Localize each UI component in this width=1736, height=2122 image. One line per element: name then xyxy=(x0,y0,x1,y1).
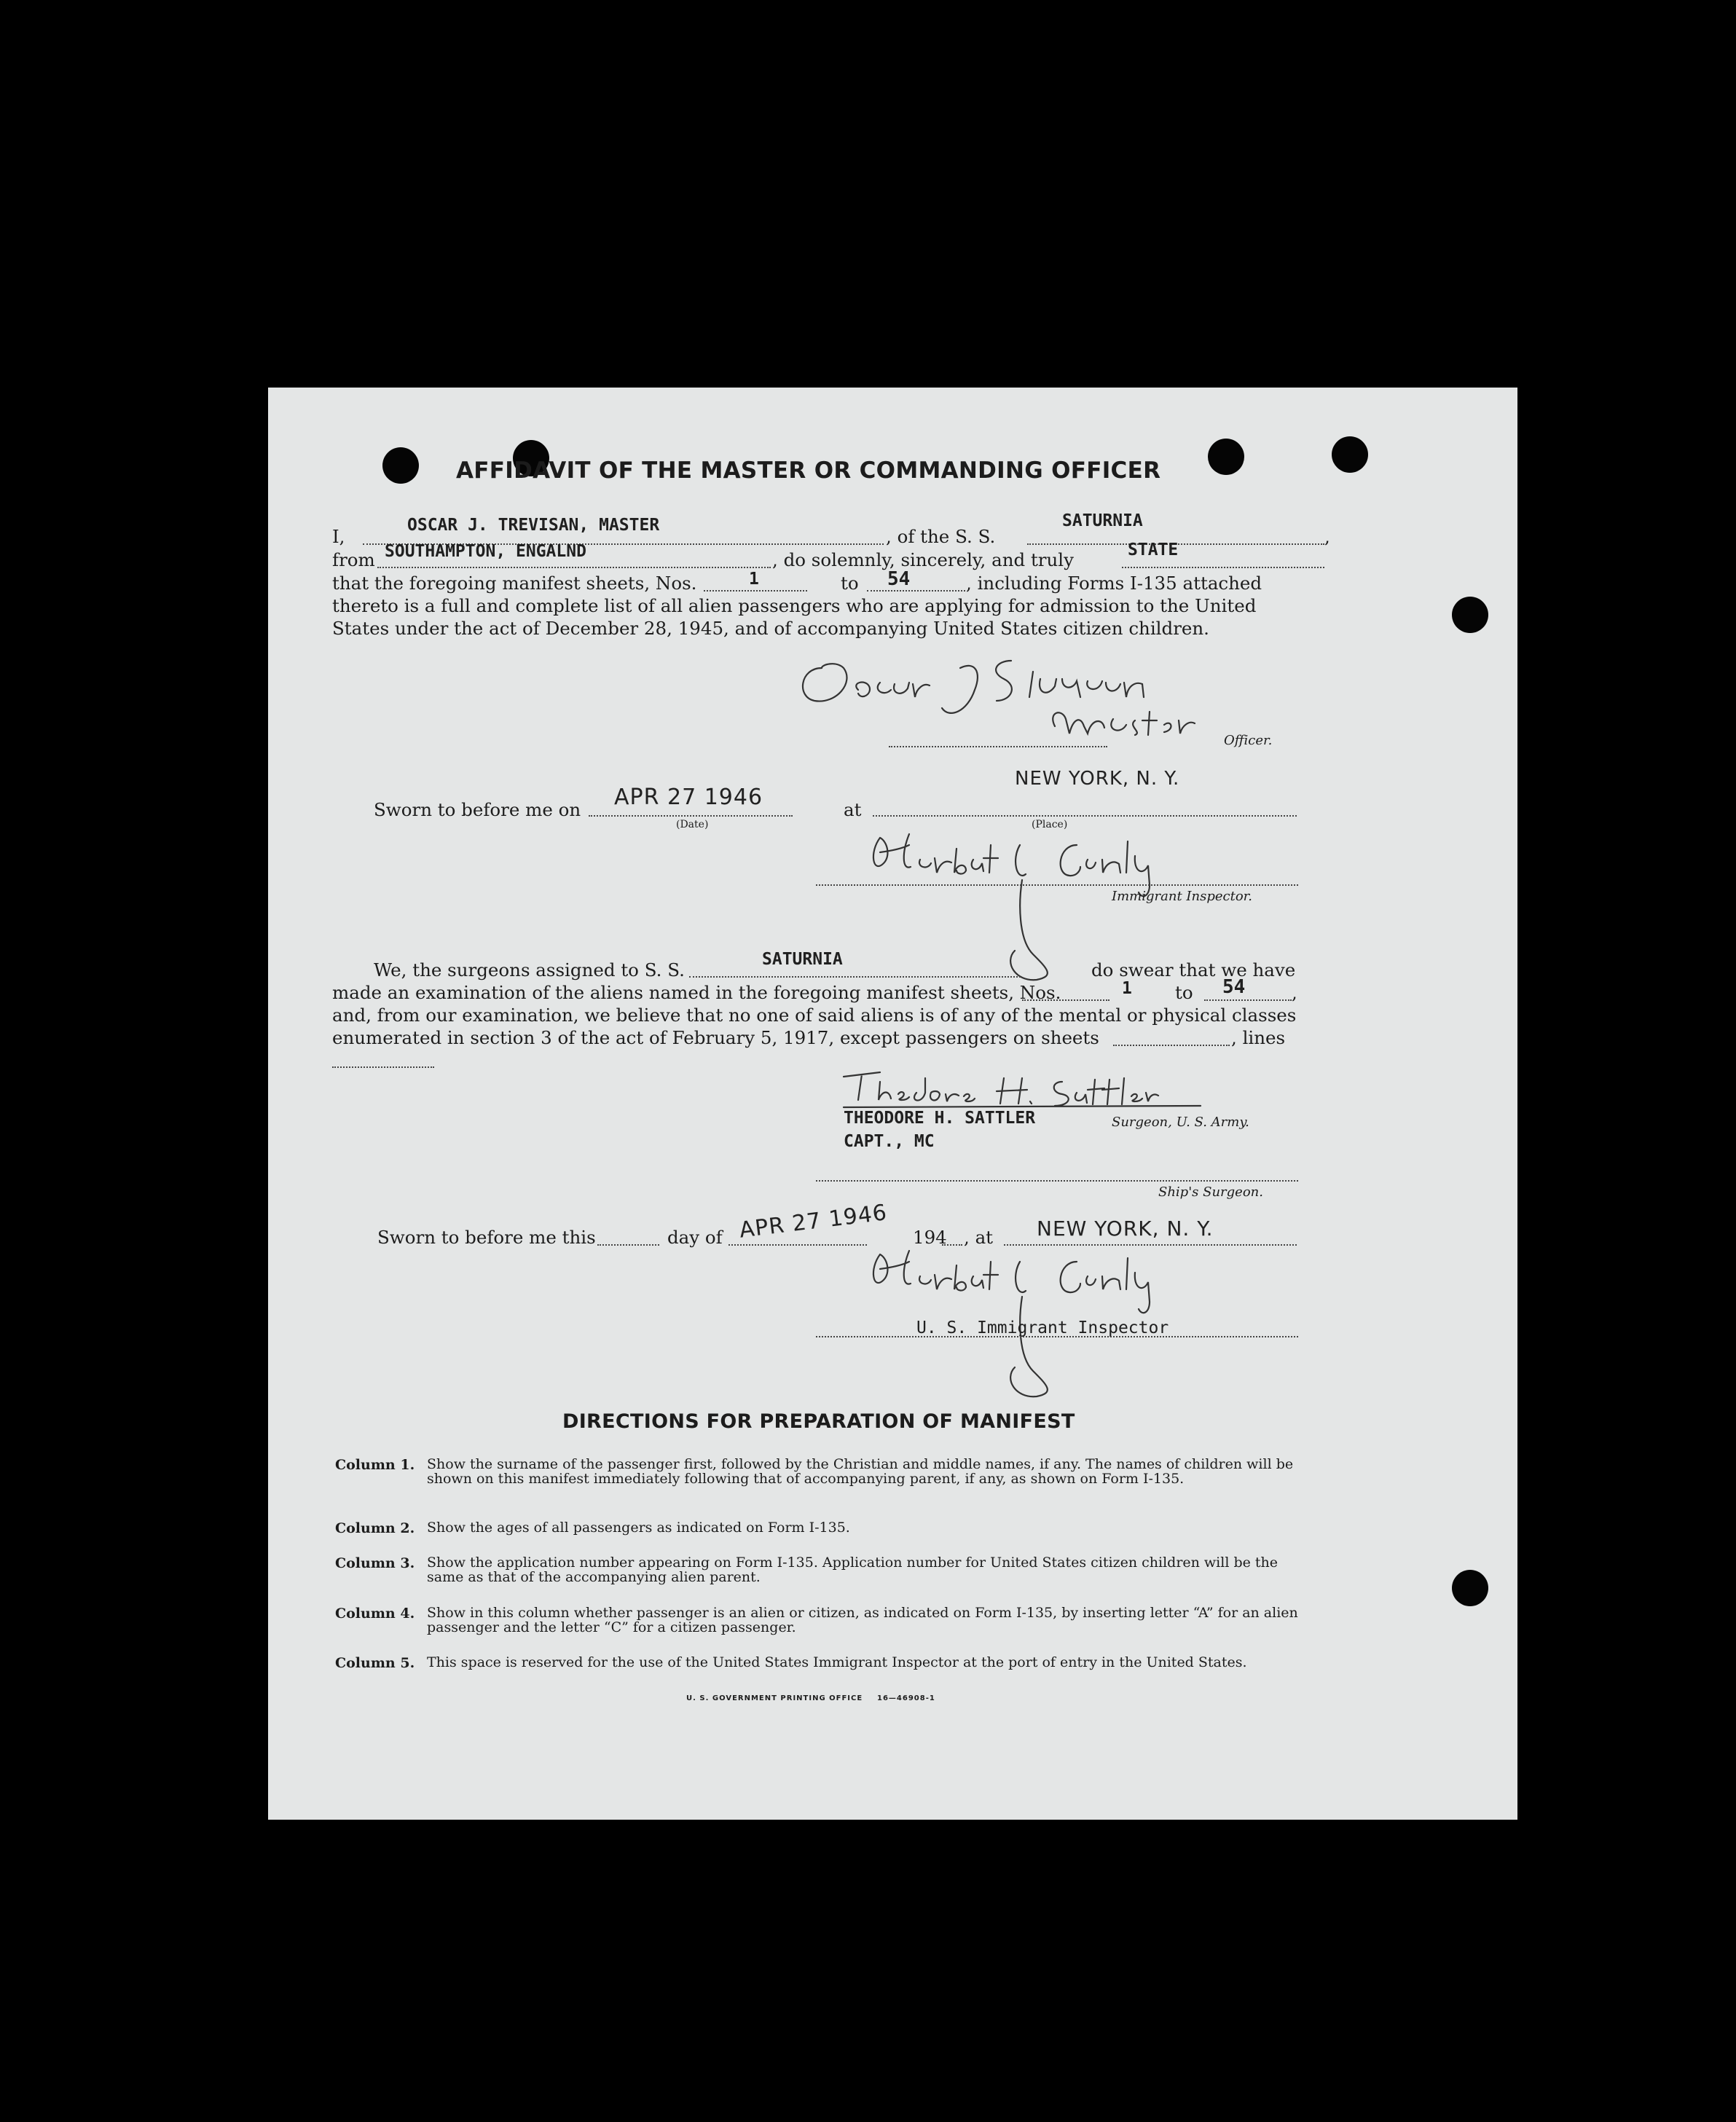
of-ss-label: , of the S. S. xyxy=(886,526,996,547)
sworn-2-label: Sworn to before me this xyxy=(377,1227,596,1248)
lines-continuation xyxy=(332,1066,434,1068)
swear-text: do swear that we have xyxy=(1091,959,1296,981)
surg-sheet-from-line xyxy=(1022,999,1109,1001)
master-name-field: OSCAR J. TREVISAN, MASTER xyxy=(407,516,660,535)
manifest-label: that the foregoing manifest sheets, Nos. xyxy=(332,573,697,594)
sworn-1-date-line xyxy=(589,815,793,817)
column-2-text: Show the ages of all passengers as indicated on Form I-135. xyxy=(427,1520,850,1536)
column-1-text: Show the surname of the passenger first, followed by the Christian and middle names, if any. The names of children will be shown on this manifest immediately following that of accompanying parent, if any, as shown on Form I-135. xyxy=(427,1456,1294,1487)
column-3-text: Show the application number appearing on Form I-135. Application number for United States citizen children will be the same as that of the accompanying alien parent. xyxy=(427,1555,1279,1585)
surgeons-intro: We, the surgeons assigned to S. S. xyxy=(374,959,685,981)
column-5-text: This space is reserved for the use of the United States Immigrant Inspector at the port of entry in the United States. xyxy=(427,1654,1247,1670)
surg-sheet-to-field: 54 xyxy=(1222,976,1246,998)
form-number: 16—46908-1 xyxy=(877,1694,935,1702)
forms-text: , including Forms I-135 attached xyxy=(966,573,1262,594)
day-of-label: day of xyxy=(667,1227,723,1248)
column-4-label: Column 4. xyxy=(335,1606,415,1622)
state-word: STATE xyxy=(1128,541,1179,559)
sworn-2-month-line xyxy=(728,1244,867,1246)
ship-surgeon-label: Ship's Surgeon. xyxy=(1158,1184,1263,1200)
sworn-1-place-stamp: NEW YORK, N. Y. xyxy=(1015,768,1180,790)
sworn-2-day-line xyxy=(597,1244,659,1246)
surgeon-name: THEODORE H. SATTLER xyxy=(844,1109,1036,1128)
surg-sheet-from-field: 1 xyxy=(1122,979,1132,998)
surgeons-line-4: enumerated in section 3 of the act of February 5, 1917, except passengers on sheets xyxy=(332,1027,1099,1048)
column-3-label: Column 3. xyxy=(335,1555,415,1571)
sworn-2-place-stamp: NEW YORK, N. Y. xyxy=(1037,1217,1214,1241)
from-label: from xyxy=(332,549,375,570)
printing-office: U. S. GOVERNMENT PRINTING OFFICE xyxy=(686,1694,863,1702)
date-caption: (Date) xyxy=(676,819,709,830)
form-title: AFFIDAVIT OF THE MASTER OR COMMANDING OFFICER xyxy=(456,457,1161,484)
solemnly-text: , do solemnly, sincerely, and truly xyxy=(772,549,1074,570)
surg-to-label: to xyxy=(1175,982,1193,1003)
column-5-label: Column 5. xyxy=(335,1655,415,1671)
officer-line xyxy=(889,746,1107,747)
from-port-field: SOUTHAMPTON, ENGALND xyxy=(385,542,586,561)
surgeons-ship-line xyxy=(689,976,1021,978)
inspector-line-1 xyxy=(816,884,1298,886)
comma: , xyxy=(1292,982,1297,1003)
us-inspector-line xyxy=(816,1336,1298,1337)
ship-surgeon-line xyxy=(816,1180,1298,1182)
punch-hole xyxy=(1452,1570,1488,1606)
sworn-1-date-stamp: APR 27 1946 xyxy=(614,785,763,810)
army-label: Surgeon, U. S. Army. xyxy=(1112,1115,1249,1130)
paragraph-line-3: States under the act of December 28, 1945, and of accompanying United States citizen children. xyxy=(332,618,1209,639)
surgeons-line-2: made an examination of the aliens named in the foregoing manifest sheets, Nos. xyxy=(332,982,1061,1003)
sworn-2-date-stamp: APR 27 1946 xyxy=(738,1200,889,1243)
from-port-line xyxy=(377,567,771,568)
sworn-1-place-line xyxy=(873,815,1297,817)
officer-label: Officer. xyxy=(1224,733,1273,748)
us-inspector-label: U. S. Immigrant Inspector xyxy=(916,1319,1169,1337)
master-signature xyxy=(793,639,1230,741)
sheet-from-field: 1 xyxy=(749,570,759,589)
punch-hole xyxy=(1332,436,1368,473)
surgeon-signature xyxy=(836,1064,1215,1115)
at-label: at xyxy=(844,799,862,820)
master-signature-title xyxy=(1040,715,1043,716)
surgeons-ship-field: SATURNIA xyxy=(762,950,843,969)
punch-hole xyxy=(1452,597,1488,633)
lines-label: , lines xyxy=(1231,1027,1286,1048)
at-2-label: , at xyxy=(964,1227,994,1248)
sheet-to-line xyxy=(867,590,965,592)
punch-hole xyxy=(1208,439,1244,475)
inspector-label: Immigrant Inspector. xyxy=(1112,889,1253,904)
surgeon-rank: CAPT., MC xyxy=(844,1132,935,1151)
to-label: to xyxy=(841,573,859,594)
column-2-label: Column 2. xyxy=(335,1520,415,1536)
sheet-to-field: 54 xyxy=(887,568,911,590)
surgeons-line-3: and, from our examination, we believe that no one of said aliens is of any of the mental or physical classes xyxy=(332,1005,1297,1026)
sworn-1-label: Sworn to before me on xyxy=(374,799,581,820)
sheet-from-line xyxy=(704,590,807,592)
i-label: I, xyxy=(332,526,345,547)
column-4-text: Show in this column whether passenger is an alien or citizen, as indicated on Form I-135, by inserting letter “A” for an alien passenger and the letter “C” for a citizen passenger. xyxy=(427,1605,1298,1635)
comma: , xyxy=(1324,526,1330,547)
directions-title: DIRECTIONS FOR PREPARATION OF MANIFEST xyxy=(562,1410,1075,1433)
paragraph-line-2: thereto is a full and complete list of all alien passengers who are applying for admission to the United xyxy=(332,595,1257,616)
ship-name-field: SATURNIA xyxy=(1062,511,1143,530)
place-caption: (Place) xyxy=(1032,819,1068,830)
except-sheets-line xyxy=(1113,1045,1230,1046)
column-1-label: Column 1. xyxy=(335,1457,415,1473)
state-line xyxy=(1122,567,1324,568)
surg-sheet-to-line xyxy=(1204,999,1292,1001)
manifest-affidavit-page xyxy=(268,388,1517,1820)
year-label: 194 xyxy=(913,1227,947,1248)
punch-hole xyxy=(382,447,419,484)
